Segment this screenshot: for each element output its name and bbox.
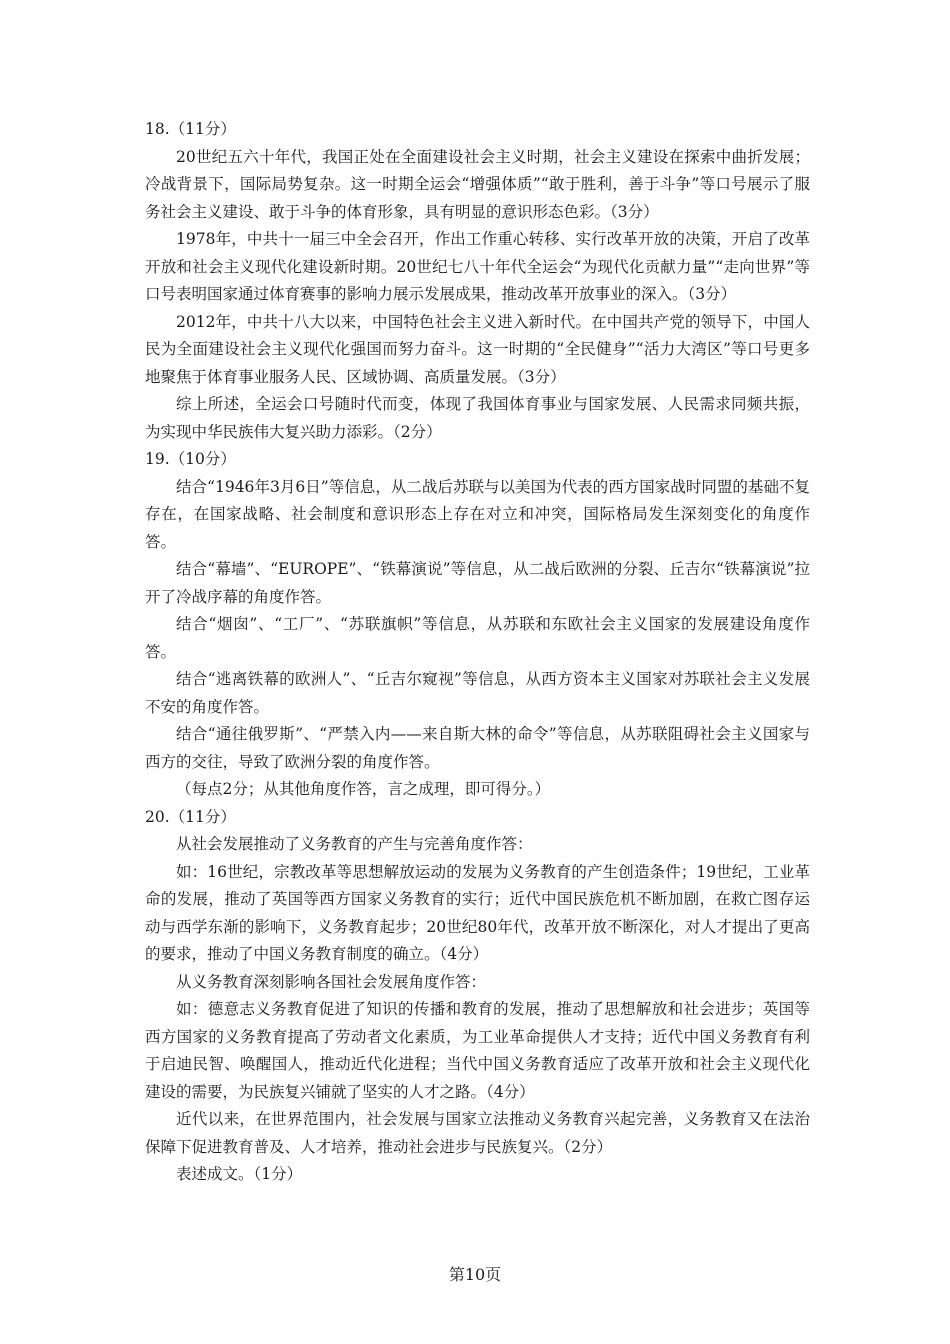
q20-paragraph-5: 近代以来，在世界范围内，社会发展与国家立法推动义务教育兴起完善，义务教育又在法治保障下促进教育普及、人才培养，推动社会进步与民族复兴。（2分） — [145, 1110, 810, 1156]
page-number: 第10页 — [448, 1265, 502, 1284]
q19-paragraph-5: 结合“通往俄罗斯”、“严禁入内——来自斯大林的命令”等信息，从苏联阻碍社会主义国家与西方的交往，导致了欧洲分裂的角度作答。 — [145, 725, 810, 771]
q20-paragraph-4: 如：德意志义务教育促进了知识的传播和教育的发展，推动了思想解放和社会进步；英国等西方国家的义务教育提高了劳动者文化素质，为工业革命提供人才支持；近代中国义务教育有利于启迪民智、唤醒国人，推动近代化进程；当代中国义务教育适应了改革开放和社会主义现代化建设的需要，为民族复兴铺就了坚实的人才之路。（4分） — [145, 1000, 810, 1101]
q19-paragraph-2: 结合“幕墙”、“EUROPE”、“铁幕演说”等信息，从二战后欧洲的分裂、丘吉尔“铁幕演说”拉开了冷战序幕的角度作答。 — [145, 560, 810, 606]
q19-paragraph-4: 结合“逃离铁幕的欧洲人”、“丘吉尔窥视”等信息，从西方资本主义国家对苏联社会主义发展不安的角度作答。 — [145, 670, 810, 716]
q18-paragraph-1: 20世纪五六十年代，我国正处在全面建设社会主义时期，社会主义建设在探索中曲折发展；冷战背景下，国际局势复杂。这一时期全运会“增强体质”“敢于胜利，善于斗争”等口号展示了服务社会主义建设、敢于斗争的体育形象，具有明显的意识形态色彩。（3分） — [145, 147, 810, 221]
question-20-heading: 20.（11分） — [145, 807, 236, 826]
q19-scoring-note: （每点2分；从其他角度作答，言之成理，即可得分。） — [176, 780, 551, 798]
answer-content — [145, 116, 810, 1189]
q20-paragraph-1: 从社会发展推动了义务教育的产生与完善角度作答： — [176, 835, 533, 853]
q20-paragraph-6: 表述成文。（1分） — [176, 1165, 303, 1183]
q18-paragraph-4: 综上所述，全运会口号随时代而变，体现了我国体育事业与国家发展、人民需求同频共振，为实现中华民族伟大复兴助力添彩。（2分） — [145, 395, 810, 441]
q20-paragraph-3: 从义务教育深刻影响各国社会发展角度作答： — [176, 972, 487, 991]
q18-paragraph-3: 2012年，中共十八大以来，中国特色社会主义进入新时代。在中国共产党的领导下，中国人民为全面建设社会主义现代化强国而努力奋斗。这一时期的“全民健身”“活力大湾区”等口号更多地聚焦于体育事业服务人民、区域协调、高质量发展。（3分） — [145, 312, 810, 386]
q19-paragraph-1: 结合“1946年3月6日”等信息，从二战后苏联与以美国为代表的西方国家战时同盟的基础不复存在，在国家战略、社会制度和意识形态上存在对立和冲突，国际格局发生深刻变化的角度作答。 — [145, 477, 810, 551]
q18-paragraph-2: 1978年，中共十一届三中全会召开，作出工作重心转移、实行改革开放的决策，开启了改革开放和社会主义现代化建设新时期。20世纪七八十年代全运会“为现代化贡献力量”“走向世界”等口号表明国家通过体育赛事的影响力展示发展成果，推动改革开放事业的深入。（3分） — [145, 230, 810, 303]
question-18-heading: 18.（11分） — [145, 120, 236, 138]
question-19-heading: 19.（10分） — [145, 450, 236, 468]
q20-paragraph-2: 如：16世纪，宗教改革等思想解放运动的发展为义务教育的产生创造条件；19世纪，工业革命的发展，推动了英国等西方国家义务教育的实行；近代中国民族危机不断加剧，在救亡图存运动与西学东渐的影响下，义务教育起步；20世纪80年代，改革开放不断深化，对人才提出了更高的要求，推动了中国义务教育制度的确立。（4分） — [145, 862, 810, 963]
q19-paragraph-3: 结合“烟囱”、“工厂”、“苏联旗帜”等信息，从苏联和东欧社会主义国家的发展建设角度作答。 — [145, 615, 810, 661]
